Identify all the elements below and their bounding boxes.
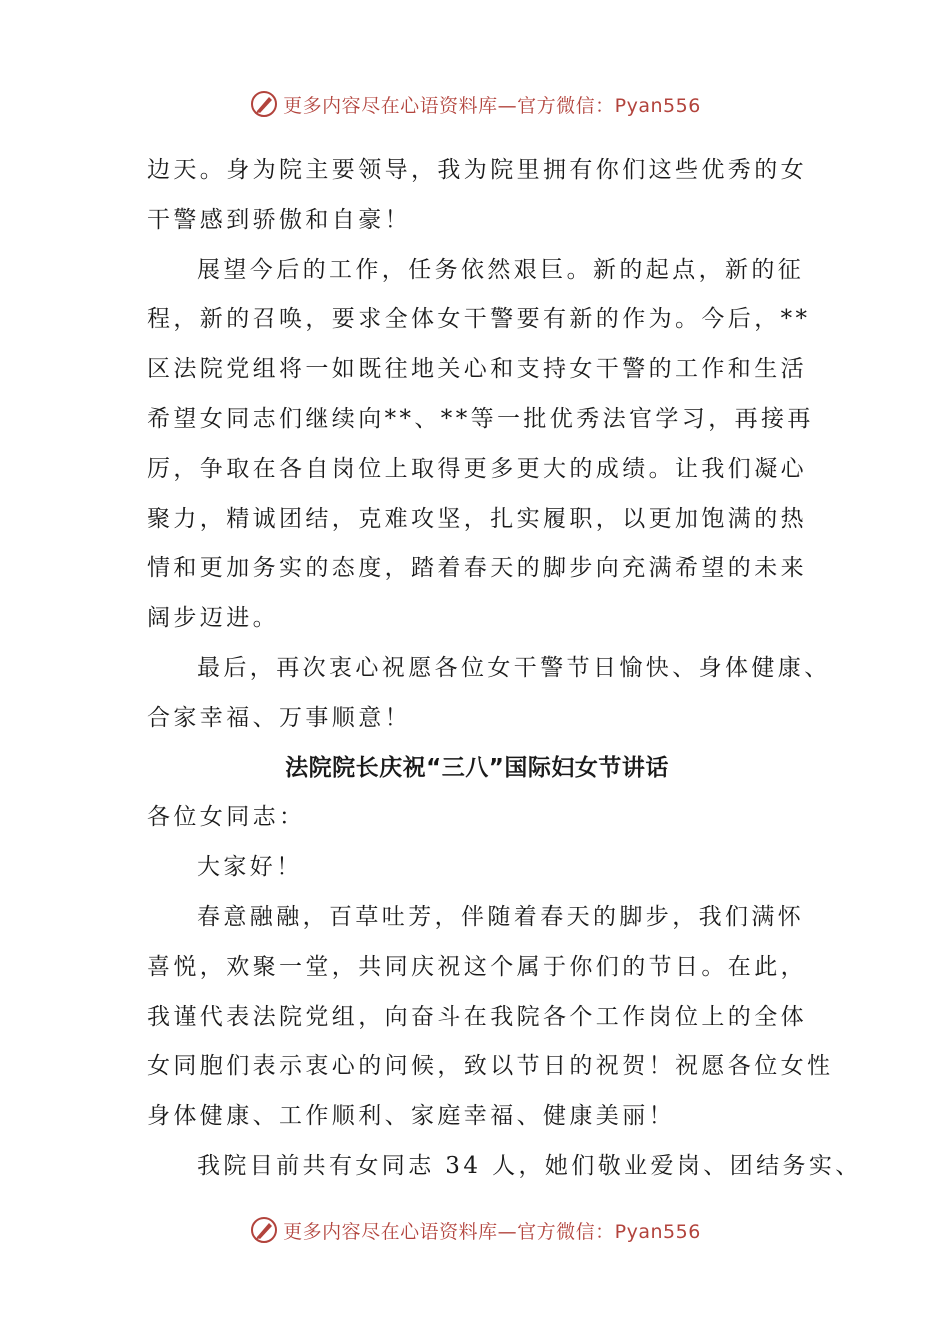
watermark-text: 更多内容尽在心语资料库—官方微信：Pyan556 [283, 1220, 701, 1243]
pen-nib-circle-icon [249, 89, 279, 119]
paragraph-line: 最后，再次衷心祝愿各位女干警节日愉快、身体健康、 [197, 654, 831, 681]
watermark-text: 更多内容尽在心语资料库—官方微信：Pyan556 [283, 94, 701, 117]
paragraph-line: 区法院党组将一如既往地关心和支持女干警的工作和生活 [147, 356, 807, 383]
paragraph-line: 喜悦，欢聚一堂，共同庆祝这个属于你们的节日。在此， [147, 953, 807, 980]
paragraph-line: 我谨代表法院党组，向奋斗在我院各个工作岗位上的全体 [147, 1003, 807, 1030]
paragraph-line: 春意融融，百草吐芳，伴随着春天的脚步，我们满怀 [197, 903, 805, 930]
salutation: 各位女同志： [147, 804, 306, 831]
paragraph-line: 聚力，精诚团结，克难攻坚，扎实履职，以更加饱满的热 [147, 505, 807, 532]
watermark-footer [0, 1210, 950, 1250]
paragraph-line: 女同胞们表示衷心的问候，致以节日的祝贺！祝愿各位女性 [147, 1053, 834, 1080]
pen-nib-circle-icon [249, 1215, 279, 1245]
paragraph-line: 希望女同志们继续向**、**等一批优秀法官学习，再接再 [147, 405, 814, 432]
paragraph-line: 情和更加务实的态度，踏着春天的脚步向充满希望的未来 [147, 555, 807, 582]
paragraph-line: 厉，争取在各自岗位上取得更多更大的成绩。让我们凝心 [147, 455, 807, 482]
watermark-header [0, 84, 950, 124]
paragraph-line: 阔步迈进。 [147, 605, 279, 632]
greeting: 大家好！ [197, 854, 303, 881]
speech-title: 法院院长庆祝“三八”国际妇女节讲话 [285, 754, 669, 781]
paragraph-line: 我院目前共有女同志 34 人，她们敬业爱岗、团结务实、 [197, 1152, 862, 1179]
paragraph-line: 展望今后的工作，任务依然艰巨。新的起点，新的征 [197, 256, 805, 283]
paragraph-line: 程，新的召唤，要求全体女干警要有新的作为。今后，** [147, 306, 811, 333]
paragraph-line: 边天。身为院主要领导，我为院里拥有你们这些优秀的女 [147, 157, 807, 183]
document-body [147, 146, 862, 1192]
paragraph-line: 合家幸福、万事顺意！ [147, 704, 411, 731]
paragraph-line: 干警感到骄傲和自豪！ [147, 206, 411, 233]
paragraph-line: 身体健康、工作顺利、家庭幸福、健康美丽！ [147, 1103, 675, 1130]
